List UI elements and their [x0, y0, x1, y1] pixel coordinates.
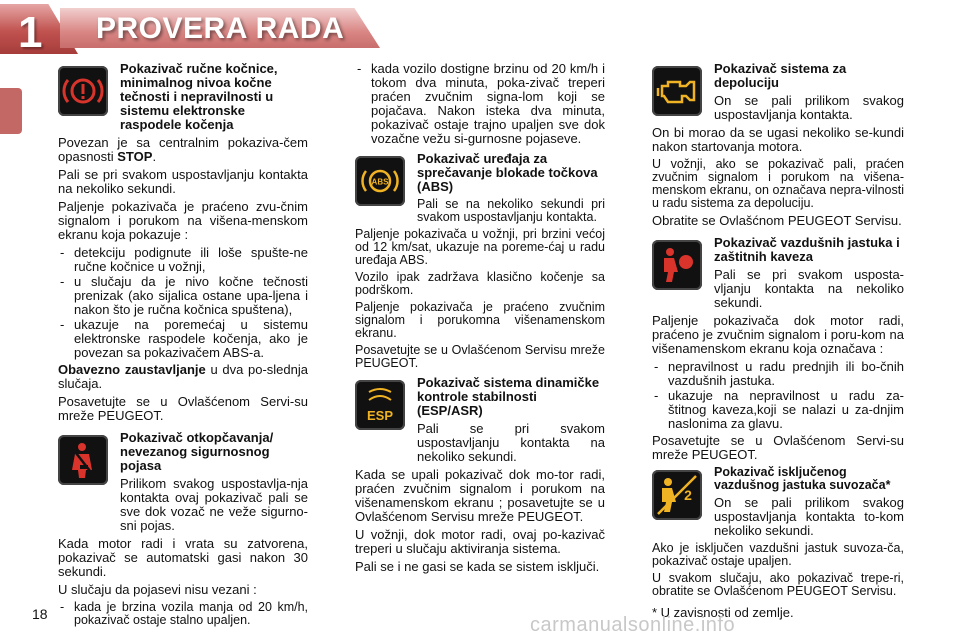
esp-section — [355, 376, 605, 464]
seatbelt-list-continued — [355, 62, 605, 146]
seatbelt-warning-icon — [58, 435, 108, 485]
abs-section — [355, 152, 605, 224]
svg-text:2: 2 — [684, 487, 692, 503]
seatbelt-list — [58, 601, 308, 627]
list-item: - kada je brzina vozila manja od 20 km/h, pokazivač ostaje stalno upaljen. — [58, 601, 308, 627]
seatbelt-p3: U slučaju da pojasevi nisu vezani : — [58, 582, 257, 597]
parking-brake-p4: Obavezno zaustavljanje u dva po-slednja slučaja. — [58, 362, 308, 391]
passenger-airbag-p2: Ako je isključen vazdušni jastuk suvoza-ča, pokazivač ostaje upaljen. — [652, 541, 904, 568]
parking-brake-p1: Povezan je sa centralnim pokaziva-čem opasnosti STOP. — [58, 135, 308, 164]
seatbelt-p1: Prilikom svakog uspostavlja-nja kontakta ovaj pokazivač pali se sve dok vozač ne veže sigurno-sni pojas. — [120, 476, 308, 533]
airbag-list — [652, 360, 904, 431]
esp-p1: Pali se pri svakom uspostavljanju kontakta na nekoliko sekundi. — [417, 421, 605, 464]
chapter-number: 1 — [18, 8, 43, 57]
abs-heading: Pokazivač uređaja za sprečavanje blokade točkova (ABS) — [417, 151, 598, 194]
passenger-airbag-heading: Pokazivač isključenog vazdušnog jastuka suvozača* — [714, 465, 891, 492]
parking-brake-p5: Posavetujte se u Ovlašćenom Servi-su mreže PEUGEOT. — [58, 394, 308, 423]
list-item: - kada vozilo dostigne brzinu od 20 km/h i tokom dva minuta, poka-zivač treperi praćen zvučnim signa-lom koji se pojačava. Nakon isteka dva minuta, pokazivač ostaje trajno upaljen sve dok vozačne vežu si-gurnosne pojaseve. — [355, 62, 605, 146]
engine-p3: U vožnji, ako se pokazivač pali, praćen zvučnim signalom i porukom na višena-menskom ekranu, on označava nepra-vilnosti u radu sistema za depoluciju. — [652, 157, 904, 210]
passenger-airbag-section — [652, 466, 904, 538]
engine-check-icon — [652, 66, 702, 116]
abs-p1: Pali se na nekoliko sekundi pri svakom uspostavljanju kontakta. — [417, 197, 605, 224]
esp-p4: Pali se i ne gasi se kada se sistem isključi. — [355, 559, 600, 574]
airbag-p2: Paljenje pokazivača dok motor radi, praćeno je zvučnim signalom i poru-kom na višenamenskom ekranu koja označava : — [652, 313, 904, 356]
seatbelt-section — [58, 431, 308, 533]
abs-p3: Vozilo ipak zadržava klasično kočenje sa podrškom. — [355, 270, 605, 297]
abs-p2: Paljenje pokazivača u vožnji, pri brzini većoj od 12 km/sat, ukazuje na poreme-ćaj u radu uređaja ABS. — [355, 227, 605, 267]
engine-p4: Obratite se Ovlašćnom PEUGEOT Servisu. — [652, 213, 902, 228]
airbag-section — [652, 236, 904, 310]
page-header — [0, 0, 960, 60]
column-2 — [355, 62, 605, 578]
parking-brake-warning-icon — [58, 66, 108, 116]
footnote: * U zavisnosti od zemlje. — [652, 605, 794, 620]
passenger-airbag-off-icon — [652, 470, 702, 520]
parking-brake-p3: Paljenje pokazivača je praćeno zvu-čnim signalom i porukom na višena-menskom ekranu koja pokazuje : — [58, 199, 308, 242]
abs-warning-icon — [355, 156, 405, 206]
seatbelt-p2: Kada motor radi i vrata su zatvorena, pokazivač se automatski gasi nakon 30 sekundi. — [58, 536, 308, 579]
engine-heading: Pokazivač sistema za depoluciju — [714, 61, 847, 90]
parking-brake-p2: Pali se pri svakom uspostavljanju kontakta na nekoliko sekundi. — [58, 167, 308, 196]
list-item: - detekciju podignute ili loše spušte-ne ručne kočnice u vožnji, — [58, 246, 308, 274]
passenger-airbag-p3: U svakom slučaju, ako pokazivač trepe-ri, obratite se Ovlašćenom PEUGEOT Servisu. — [652, 571, 904, 598]
abs-icon-label: ABS — [371, 177, 389, 187]
airbag-heading: Pokazivač vazdušnih jastuka i zaštitnih kaveza — [714, 235, 900, 264]
list-item: - ukazuje na nepravilnost u radu za-štitnog kaveza,koji se nalazi u za-dnjim naslonima za glavu. — [652, 389, 904, 431]
list-item: - u slučaju da je nivo kočne tečnosti prenizak (ako sijalica ostane upa-ljena i nakon što je ručna kočnica spuštena), — [58, 275, 308, 317]
parking-brake-section — [58, 62, 308, 132]
airbag-p1: Pali se pri svakom usposta-vljanju kontakta na nekoliko sekundi. — [714, 267, 904, 310]
engine-p2: On bi morao da se ugasi nekoliko se-kundi nakon startovanja motora. — [652, 125, 904, 154]
esp-icon-label: ESP — [366, 408, 394, 423]
side-tab-marker — [0, 88, 22, 134]
engine-section — [652, 62, 904, 122]
esp-p2: Kada se upali pokazivač dok mo-tor radi, praćen zvučnim signalom i porukom na višenamenskom ekranu ; posavetujte se u Ovlašćenom Servisu mreže PEUGEOT. — [355, 467, 605, 524]
page-title: PROVERA RADA — [96, 12, 345, 45]
list-item: - ukazuje na poremećaj u sistemu elektronske raspodele kočenja, ako je povezan sa pokazivačem ABS-a. — [58, 318, 308, 360]
esp-heading: Pokazivač sistema dinamičke kontrole stabilnosti (ESP/ASR) — [417, 375, 600, 418]
column-3 — [652, 62, 904, 624]
column-1 — [58, 62, 308, 630]
parking-brake-heading: Pokazivač ručne kočnice, minimalnog nivoa kočne tečnosti i nepravilnosti u sistemu elektronske raspodele kočenja — [120, 61, 278, 132]
airbag-warning-icon — [652, 240, 702, 290]
page-number: 18 — [32, 606, 48, 622]
abs-p4: Paljenje pokazivača je praćeno zvučnim signalom i porukomna višenamenskom ekranu. — [355, 300, 605, 340]
abs-p5: Posavetujte se u Ovlašćenom Servisu mreže PEUGEOT. — [355, 343, 605, 370]
esp-p3: U vožnji, dok motor radi, ovaj po-kazivač treperi u slučaju aktiviranja sistema. — [355, 527, 605, 556]
passenger-airbag-p1: On se pali prilikom svakog uspostavljanja kontakta to-kom nekoliko sekundi. — [714, 495, 904, 538]
seatbelt-heading: Pokazivač otkopčavanja/ nevezanog sigurnosnog pojasa — [120, 430, 274, 473]
esp-warning-icon — [355, 380, 405, 430]
engine-p1: On se pali prilikom svakog uspostavljanja kontakta. — [714, 93, 904, 122]
airbag-p3: Posavetujte se u Ovlašćenom Servi-su mreže PEUGEOT. — [652, 433, 904, 462]
list-item: - nepravilnost u radu prednjih ili bo-čnih vazdušnih jastuka. — [652, 360, 904, 388]
watermark: carmanualsonline.info — [530, 614, 736, 636]
parking-brake-list — [58, 246, 308, 360]
